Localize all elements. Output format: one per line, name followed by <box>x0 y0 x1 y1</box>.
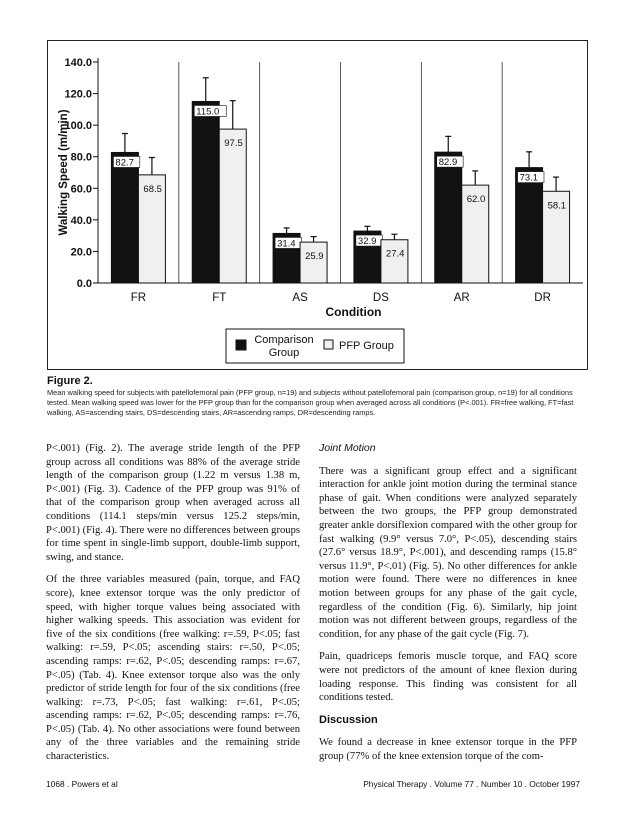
figure-caption-block <box>47 375 592 418</box>
figure-caption: Mean walking speed for subjects with patellofemoral pain (PFP group, n=19) and subjects without patellofemoral pain (comparison group, n=19) for all conditions tested. Mean walking speed was lower for the PFP group than for the comparison group when averaged across all conditions (P<.001). FR=free walking, FT=fast walking, AS=ascending stairs, DS=descending stairs, AR=ascending ramps, DR=descending ramps. <box>47 388 574 417</box>
comparison-bar <box>516 168 543 283</box>
legend-comparison-label-line2: Group <box>268 347 300 359</box>
joint-motion-paragraph: There was a significant group effect and a significant interaction for ankle joint motion during the terminal stance phase of gait. When conditions were analyzed separately between the two groups, the PFP group demonstrated greater ankle dorsiflexion compared with the other group for fast walking (9.9° versus 7.0°, P<.05), descending stairs (27.6° versus 18.9°, P<.001), and descending ramps (15.8° versus 11.9°, P<.01) (Fig. 5). No other differences for ankle motion were found. There were no differences in knee motion between groups for any phase of the gait cycle, regardless of the condition (Fig. 6). Similarly, hip joint motion was not different between groups, regardless of the condition, for any phase of the gait cycle (Fig. 7). <box>319 465 577 640</box>
data-label: 32.9 <box>357 236 377 248</box>
pfp-bar <box>300 242 327 283</box>
comparison-bar <box>111 152 138 283</box>
footer-journal: Physical Therapy . Volume 77 . Number 10 . October 1997 <box>363 779 580 789</box>
footer-page-author: 1068 . Powers et al <box>46 779 118 789</box>
x-tick-label: AR <box>453 292 470 304</box>
y-axis-label: Walking Speed (m/min) <box>58 109 70 236</box>
pfp-bar <box>219 129 246 283</box>
x-tick-label: FR <box>130 292 147 304</box>
data-label: 27.4 <box>385 248 405 260</box>
y-tick-label: 120.0 <box>64 88 92 101</box>
legend-comparison-label-line1: Comparison <box>254 334 314 346</box>
results-paragraph-2: Of the three variables measured (pain, torque, and FAQ score), knee extensor torque was the only predictor of speed, with higher torque values being associated with higher walking speeds. This association was evident for five of the six conditions (free walking: r=.59, P<.05; fast walking: r=.59, P<.05; ascending stairs: r=.50, P<.05; ascending ramps: r=.62, P<.05; descending ramps: r=.67, P<.05) (Tab. 4). Knee extensor torque also was the only predictor of stride length for four of the six conditions (free walking: r=.73, P<.05; fast walking: r=.61, P<.05; ascending ramps: r=.62, P<.05; descending ramps: r=.76, P<.05) (Tab. 4). No other associations were found between any of the three variables and the remaining stride characteristics. <box>46 574 300 763</box>
discussion-heading: Discussion <box>319 713 378 726</box>
data-label: 58.1 <box>547 200 567 212</box>
y-tick-label: 40.0 <box>70 214 92 227</box>
data-label: 115.0 <box>196 106 220 118</box>
pfp-bar <box>381 240 408 283</box>
legend-pfp-label: PFP Group <box>339 340 394 352</box>
data-label: 82.9 <box>438 157 458 169</box>
comparison-bar <box>192 101 219 283</box>
data-label: 62.0 <box>466 194 486 206</box>
y-tick-label: 0.0 <box>76 278 92 290</box>
data-label: 82.7 <box>115 157 134 169</box>
data-label: 68.5 <box>143 183 162 195</box>
comparison-bar <box>435 152 462 283</box>
x-tick-label: DS <box>372 292 389 304</box>
y-tick-label: 140.0 <box>64 57 92 69</box>
legend-pfp-swatch <box>324 340 333 349</box>
figure-label: Figure 2. <box>47 375 93 387</box>
data-label: 25.9 <box>305 251 324 263</box>
walking-speed-bar-chart <box>48 41 589 371</box>
figure-2 <box>47 40 588 370</box>
x-axis-label: Condition <box>325 305 382 319</box>
legend-comparison-swatch <box>236 340 246 350</box>
data-label: 97.5 <box>224 138 243 150</box>
y-tick-label: 60.0 <box>70 183 92 196</box>
right-column <box>319 442 577 772</box>
data-label: 31.4 <box>277 238 296 250</box>
joint-motion-heading: Joint Motion <box>319 442 376 454</box>
x-tick-label: DR <box>534 292 551 304</box>
results-paragraph-1: P<.001) (Fig. 2). The average stride length of the PFP group across all conditions was 88% of the average stride length of the comparison group (1.22 m versus 1.38 m, P<.001) (Fig. 3). Cadence of the PFP group was 91% of that of the comparison group when averaged across all conditions (114.1 steps/min versus 125.2 steps/min, P<.001) (Fig. 4). There were no differences between groups for time spent in single-limb support, double-limb support, swing, and stance. <box>46 443 300 563</box>
left-column <box>46 442 300 773</box>
y-tick-label: 80.0 <box>70 151 92 164</box>
pain-paragraph: Pain, quadriceps femoris muscle torque, and FAQ score were not predictors of the amount of knee flexion during loading response. This finding was consistent for all conditions tested. <box>319 651 577 704</box>
y-tick-label: 20.0 <box>70 246 92 259</box>
data-label: 73.1 <box>519 172 539 184</box>
x-tick-label: AS <box>292 292 308 304</box>
discussion-paragraph: We found a decrease in knee extensor torque in the PFP group (77% of the knee extension torque of the com- <box>319 737 577 762</box>
x-tick-label: FT <box>212 292 227 304</box>
y-tick-label: 100.0 <box>64 120 92 133</box>
